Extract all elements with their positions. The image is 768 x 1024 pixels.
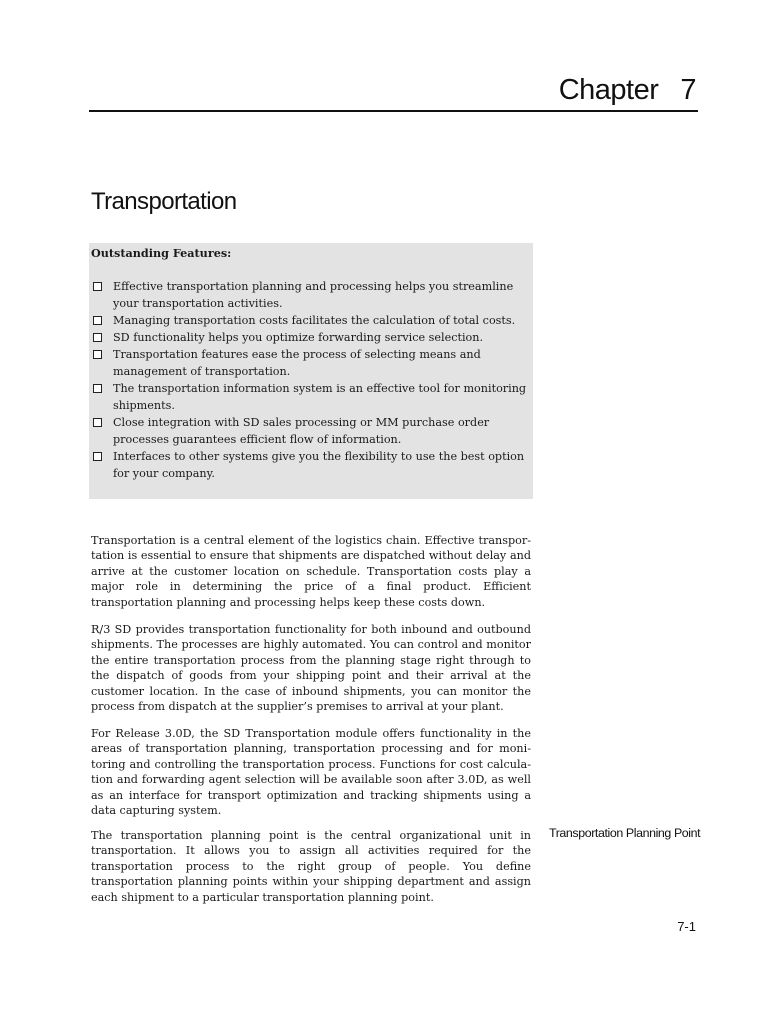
features-box — [89, 243, 533, 499]
chapter-label: Chapter — [558, 74, 659, 106]
checkbox-icon — [93, 333, 102, 342]
feature-item: Managing transportation costs facilitates the calculation of total costs. — [91, 312, 529, 329]
body-paragraph: For Release 3.0D, the SD Transportation module offers functionality in the areas of transportation planning, transportation processing and for monitoring and controlling the transportation process. Functions for cost calculation and forwarding agent selection will be available soon after 3.0D, as well as an interface for transport optimization and tracking shipments using a data capturing system. — [91, 727, 531, 818]
body-paragraph: Transportation is a central element of the logistics chain. Effective transportation is essential to ensure that shipments are dispatched without delay and arrive at the customer location on schedule. Transportation costs play a major role in determining the price of a final product. Efficient transportation planning and processing helps keep these costs down. — [91, 534, 531, 609]
checkbox-icon — [93, 418, 102, 427]
feature-item: Effective transportation planning and processing helps you streamline your transportation activities. — [91, 278, 529, 312]
section-title: Transportation — [91, 188, 237, 215]
chapter-rule — [89, 110, 698, 112]
feature-item: SD functionality helps you optimize forwarding service selection. — [91, 329, 529, 346]
feature-item: Transportation features ease the process of selecting means and management of transportation. — [91, 346, 529, 380]
feature-item: The transportation information system is an effective tool for monitoring shipments. — [91, 380, 529, 414]
feature-item: Close integration with SD sales processing or MM purchase order processes guarantees efficient flow of information. — [91, 414, 529, 448]
body-paragraph: The transportation planning point is the central organizational unit in transportation. It allows you to assign all activities required for the transportation process to the right group of people. You define transportation planning points within your shipping department and assign each shipment to a particular transportation planning point. — [91, 829, 531, 904]
checkbox-icon — [93, 452, 102, 461]
checkbox-icon — [93, 282, 102, 291]
checkbox-icon — [93, 384, 102, 393]
checkbox-icon — [93, 316, 102, 325]
chapter-heading — [559, 74, 696, 107]
checkbox-icon — [93, 350, 102, 359]
page-number: 7-1 — [677, 919, 696, 934]
features-list — [91, 278, 529, 482]
margin-heading: Transportation Planning Point — [549, 826, 701, 840]
features-heading: Outstanding Features: — [91, 246, 232, 260]
chapter-number: 7 — [680, 74, 696, 106]
body-paragraph: R/3 SD provides transportation functionality for both inbound and outbound shipments. The processes are highly automated. You can control and monitor the entire transportation process from the planning stage right through to the dispatch of goods from your shipping point and their arrival at the customer location. In the case of inbound shipments, you can monitor the process from dispatch at the supplier’s premises to arrival at your plant. — [91, 623, 531, 714]
feature-item: Interfaces to other systems give you the flexibility to use the best option for your company. — [91, 448, 529, 482]
